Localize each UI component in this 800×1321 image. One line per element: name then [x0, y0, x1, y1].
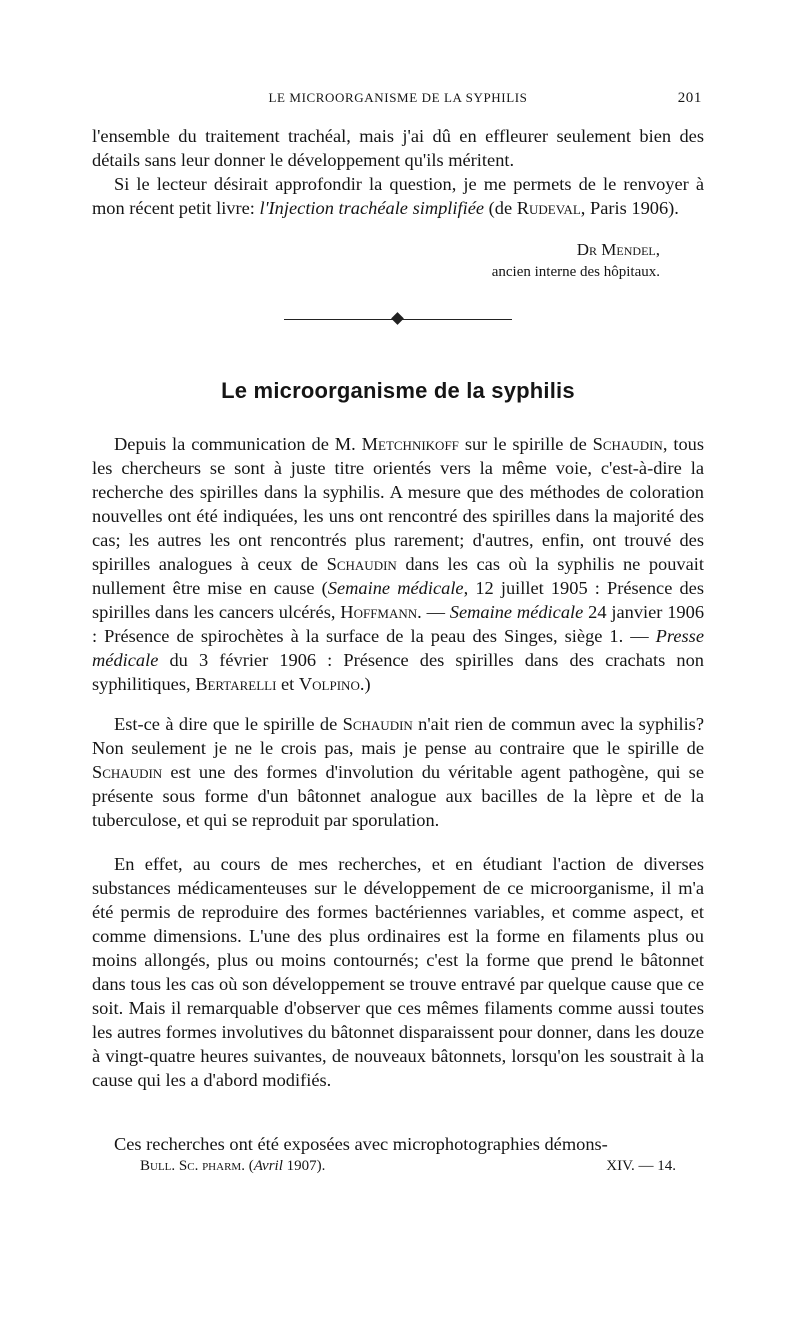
page-number: 201 [677, 90, 702, 106]
text-run: .) [359, 674, 371, 694]
text-run: Depuis la communication de M. [114, 434, 362, 454]
text-run: 24 janvier 1906 : Présence de spirochètes à la surface de la peau des Singes, siège 1. — [92, 602, 705, 646]
proper-name: Schaudin [92, 762, 163, 782]
diamond-ornament-icon [391, 312, 404, 325]
intro-text-c: , Paris 1906). [580, 198, 679, 218]
text-run: et [276, 674, 299, 694]
publisher-name: Rudeval [516, 198, 581, 218]
article-paragraph-1 [92, 432, 704, 696]
proper-name: Volpino [298, 674, 360, 694]
running-header [92, 90, 704, 112]
text-run: dans les cas où la syphilis ne pouvait nullement être mise en cause ( [92, 554, 704, 598]
text-run: n'ait rien de commun avec la syphilis? Non seulement je ne le crois pas, mais je pense au contraire que le spirille de [92, 714, 704, 758]
author-signature: Dr Mendel, [576, 240, 660, 259]
article-paragraph-2 [92, 712, 704, 832]
text-run: , 12 juillet 1905 : Présence des spirilles dans les cancers ulcérés, [92, 578, 704, 622]
intro-paragraph-1: l'ensemble du traitement trachéal, mais j'ai dû en effleurer seulement bien des détails sans leur donner le développement qu'ils méritent. [92, 126, 704, 170]
journal-citation [140, 1158, 325, 1175]
proper-name: Hoffmann [340, 602, 418, 622]
text-run: . — [417, 602, 450, 622]
proper-name: Schaudin [592, 434, 663, 454]
citation-month: Avril [253, 1158, 283, 1174]
intro-text-b: (de [484, 198, 517, 218]
journal-title: Semaine médicale [449, 602, 584, 622]
proper-name: Bertarelli [195, 674, 277, 694]
text-run: Est-ce à dire que le spirille de [114, 714, 343, 734]
article-title: Le microorganisme de la syphilis [221, 378, 575, 403]
text-run: , tous les chercheurs se sont à juste titre orientés vers la même voie, c'est-à-dire la recherche des spirilles dans la syphilis. A mesure que des méthodes de coloration nouvelles ont été indiquées, les uns ont rencontré des spirilles dans la majorité des cas; les autres les ont rencontrés plus rarement; d'autres, enfin, ont trouvé des spirilles analogues à ceux de [92, 434, 704, 574]
page-footer [140, 1158, 676, 1180]
proper-name: Schaudin [326, 554, 397, 574]
proper-name: Schaudin [342, 714, 413, 734]
intro-paragraph-2 [92, 172, 704, 220]
journal-abbrev: Bull. Sc. pharm. [140, 1158, 245, 1174]
running-title: LE MICROORGANISME DE LA SYPHILIS [268, 90, 528, 105]
text-run: du 3 février 1906 : Présence des spirilles dans des crachats non syphilitiques, [92, 650, 704, 694]
proper-name: Metchnikoff [361, 434, 459, 454]
journal-title: Presse médicale [92, 626, 704, 670]
text-run: est une des formes d'involution du véritable agent pathogène, qui se présente sous forme d'un bâtonnet analogue aux bacilles de la lèpre et de la tuberculose, et qui se reproduit par sporulation. [92, 762, 704, 830]
intro-text-a: Si le lecteur désirait approfondir la question, je me permets de le renvoyer à mon récent petit livre: [92, 174, 704, 218]
volume-signature: XIV. — 14. [606, 1158, 676, 1174]
citation-year: 1907). [282, 1158, 326, 1174]
article-paragraph-3: En effet, au cours de mes recherches, et en étudiant l'action de diverses substances médicamenteuses sur le développement de ce microorganisme, il m'a été permis de reproduire des formes bactériennes variables, et comme aspect, et comme dimensions. L'une des plus ordinaires est la forme en filaments plus ou moins allongés, plus ou moins contournés; c'est la forme que prend le bâtonnet dans tous les cas où son développement se trouve entravé par quelque cause que ce soit. Mais il remarquable d'observer que ces mêmes filaments comme aussi toutes les autres formes involutives du bâtonnet disparaissent pour donner, dans les douze à vingt-quatre heures suivantes, de nouveaux bâtonnets, lorsqu'on les soustrait à la cause qui les a d'abord modifiés. [92, 854, 704, 1090]
text-run: sur le spirille de [458, 434, 593, 454]
author-title: ancien interne des hôpitaux. [491, 264, 660, 280]
article-paragraph-4: Ces recherches ont été exposées avec microphotographies démons- [114, 1134, 608, 1154]
book-title: l'Injection trachéale simplifiée [259, 198, 485, 218]
journal-title: Semaine médicale [327, 578, 464, 598]
citation-open: ( [244, 1158, 254, 1174]
